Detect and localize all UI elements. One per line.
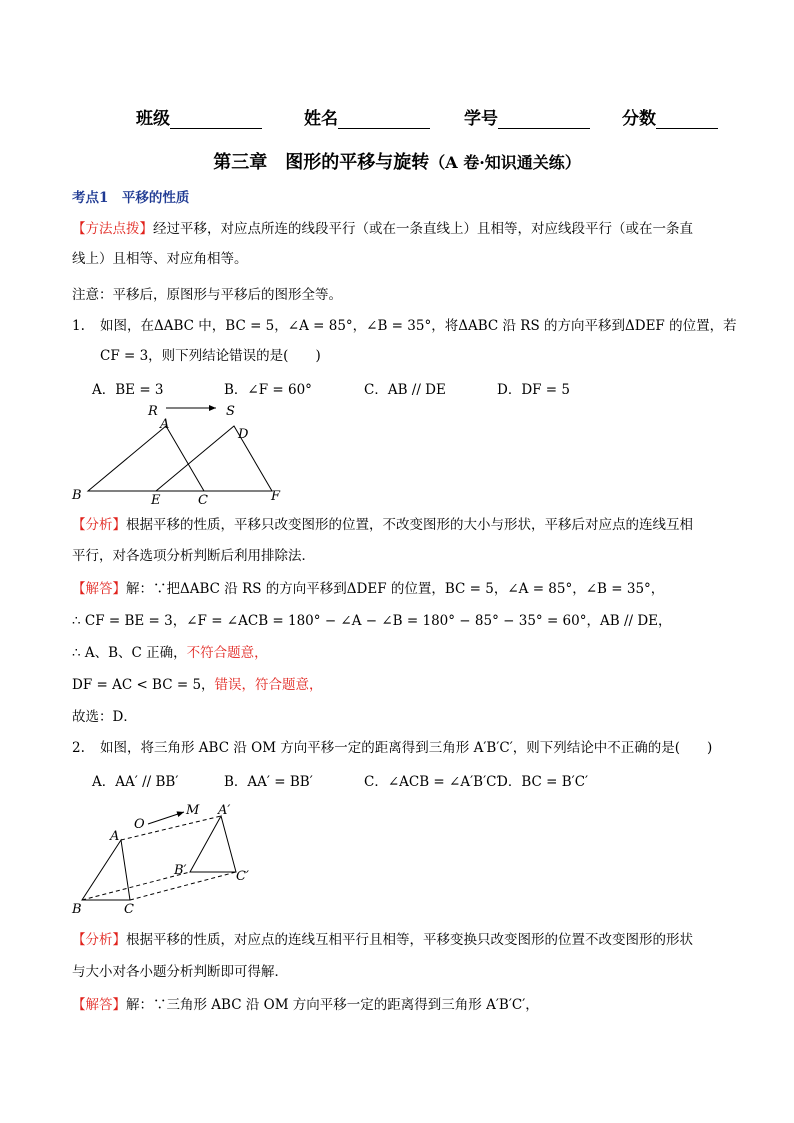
q2-triangle-abc bbox=[82, 840, 130, 900]
note: 注意：平移后，原图形与平移后的图形全等。 bbox=[72, 287, 342, 303]
q1-answer-line2: ∴ CF = BE = 3，∠F = ∠ACB = 180° − ∠A − ∠B = 180° − 85° − 35° = 60°，AB // DE， bbox=[72, 613, 672, 629]
q1-answer-line4: DF = AC < BC = 5，错误，符合题意， bbox=[72, 677, 323, 693]
q1-option-d[interactable]: D．DF = 5 bbox=[497, 382, 570, 398]
name-blank[interactable] bbox=[338, 110, 430, 129]
name-field[interactable]: 姓名 bbox=[304, 104, 430, 129]
q2-option-d[interactable]: D．BC = B′C′ bbox=[497, 774, 589, 790]
q1-answer-choice: 故选：D． bbox=[72, 709, 137, 725]
label-m: M bbox=[186, 803, 200, 818]
q1-triangle-abc bbox=[88, 426, 204, 491]
q1-stem-line1: 如图，在ΔABC 中，BC = 5，∠A = 85°，∠B = 35°，将ΔABC 沿 RS 的方向平移到ΔDEF 的位置，若 bbox=[100, 318, 737, 334]
q1-answer-line1: 【解答】解：∵把ΔABC 沿 RS 的方向平移到ΔDEF 的位置，BC = 5，∠A = 85°，∠B = 35°， bbox=[72, 581, 665, 597]
class-blank[interactable] bbox=[170, 110, 262, 129]
label-f: F bbox=[271, 489, 281, 504]
q2-stem-line1: 如图，将三角形 ABC 沿 OM 方向平移一定的距离得到三角形 A′B′C′，则下列结论中不正确的是( ) bbox=[100, 740, 713, 756]
q2-answer-line1: 【解答】解：∵三角形 ABC 沿 OM 方向平移一定的距离得到三角形 A′B′C′， bbox=[72, 997, 539, 1013]
label-r: R bbox=[148, 404, 158, 419]
q1-number: 1. bbox=[72, 318, 85, 334]
q1-triangle-def bbox=[156, 426, 272, 491]
label-b: B bbox=[72, 488, 82, 503]
q1-answer-line3: ∴ A、B、C 正确，不符合题意， bbox=[72, 645, 268, 661]
page-title: 第三章 图形的平移与旋转（A 卷·知识通关练） bbox=[213, 152, 581, 173]
id-blank[interactable] bbox=[498, 110, 590, 129]
q2-number: 2. bbox=[72, 740, 85, 756]
q2-triangle-a2b2c2 bbox=[190, 816, 236, 872]
q2-figure bbox=[66, 798, 276, 923]
label-b: B bbox=[72, 902, 82, 917]
q1-option-b[interactable]: B．∠F = 60° bbox=[224, 382, 312, 398]
q1-option-a[interactable]: A．BE = 3 bbox=[92, 382, 164, 398]
label-c-prime: C′ bbox=[236, 869, 249, 884]
label-e: E bbox=[151, 493, 161, 508]
q1-option-c[interactable]: C．AB // DE bbox=[364, 382, 446, 398]
class-field[interactable]: 班级 bbox=[136, 104, 262, 129]
q1-analysis-line1: 【分析】根据平移的性质，平移只改变图形的位置，不改变图形的大小与形状，平移后对应点的连线互相 bbox=[72, 517, 693, 533]
label-d: D bbox=[238, 427, 249, 442]
label-a: A bbox=[110, 829, 120, 844]
label-a: A bbox=[160, 417, 170, 432]
label-b-prime: B′ bbox=[174, 863, 187, 878]
q2-analysis-line1: 【分析】根据平移的性质，对应点的连线互相平行且相等，平移变换只改变图形的位置不改变图形的形状 bbox=[72, 932, 693, 948]
q1-stem-line2: CF = 3，则下列结论错误的是( ) bbox=[100, 348, 321, 364]
q2-option-c[interactable]: C．∠ACB = ∠A′B′C′ bbox=[364, 774, 500, 790]
q1-analysis-line2: 平行，对各选项分析判断后利用排除法． bbox=[72, 548, 315, 564]
label-s: S bbox=[226, 404, 235, 419]
q2-option-a[interactable]: A．AA′ // BB′ bbox=[92, 774, 179, 790]
method-tip-line1: 【方法点拨】经过平移，对应点所连的线段平行（或在一条直线上）且相等，对应线段平行（或在一条直 bbox=[72, 221, 693, 237]
q1-figure bbox=[66, 400, 296, 510]
label-o: O bbox=[134, 817, 145, 832]
q2-option-b[interactable]: B．AA′ = BB′ bbox=[224, 774, 313, 790]
student-id-field[interactable]: 学号 bbox=[464, 104, 590, 129]
q2-analysis-line2: 与大小对各小题分析判断即可得解． bbox=[72, 964, 288, 980]
topic-heading: 考点1 平移的性质 bbox=[72, 190, 190, 206]
label-c: C bbox=[124, 902, 134, 917]
q2-direction-arrow bbox=[148, 812, 184, 824]
label-c: C bbox=[198, 493, 208, 508]
score-field[interactable]: 分数 bbox=[622, 104, 718, 129]
score-blank[interactable] bbox=[656, 110, 718, 129]
method-tip-line2: 线上）且相等、对应角相等。 bbox=[72, 251, 248, 267]
label-a-prime: A′ bbox=[218, 803, 231, 818]
